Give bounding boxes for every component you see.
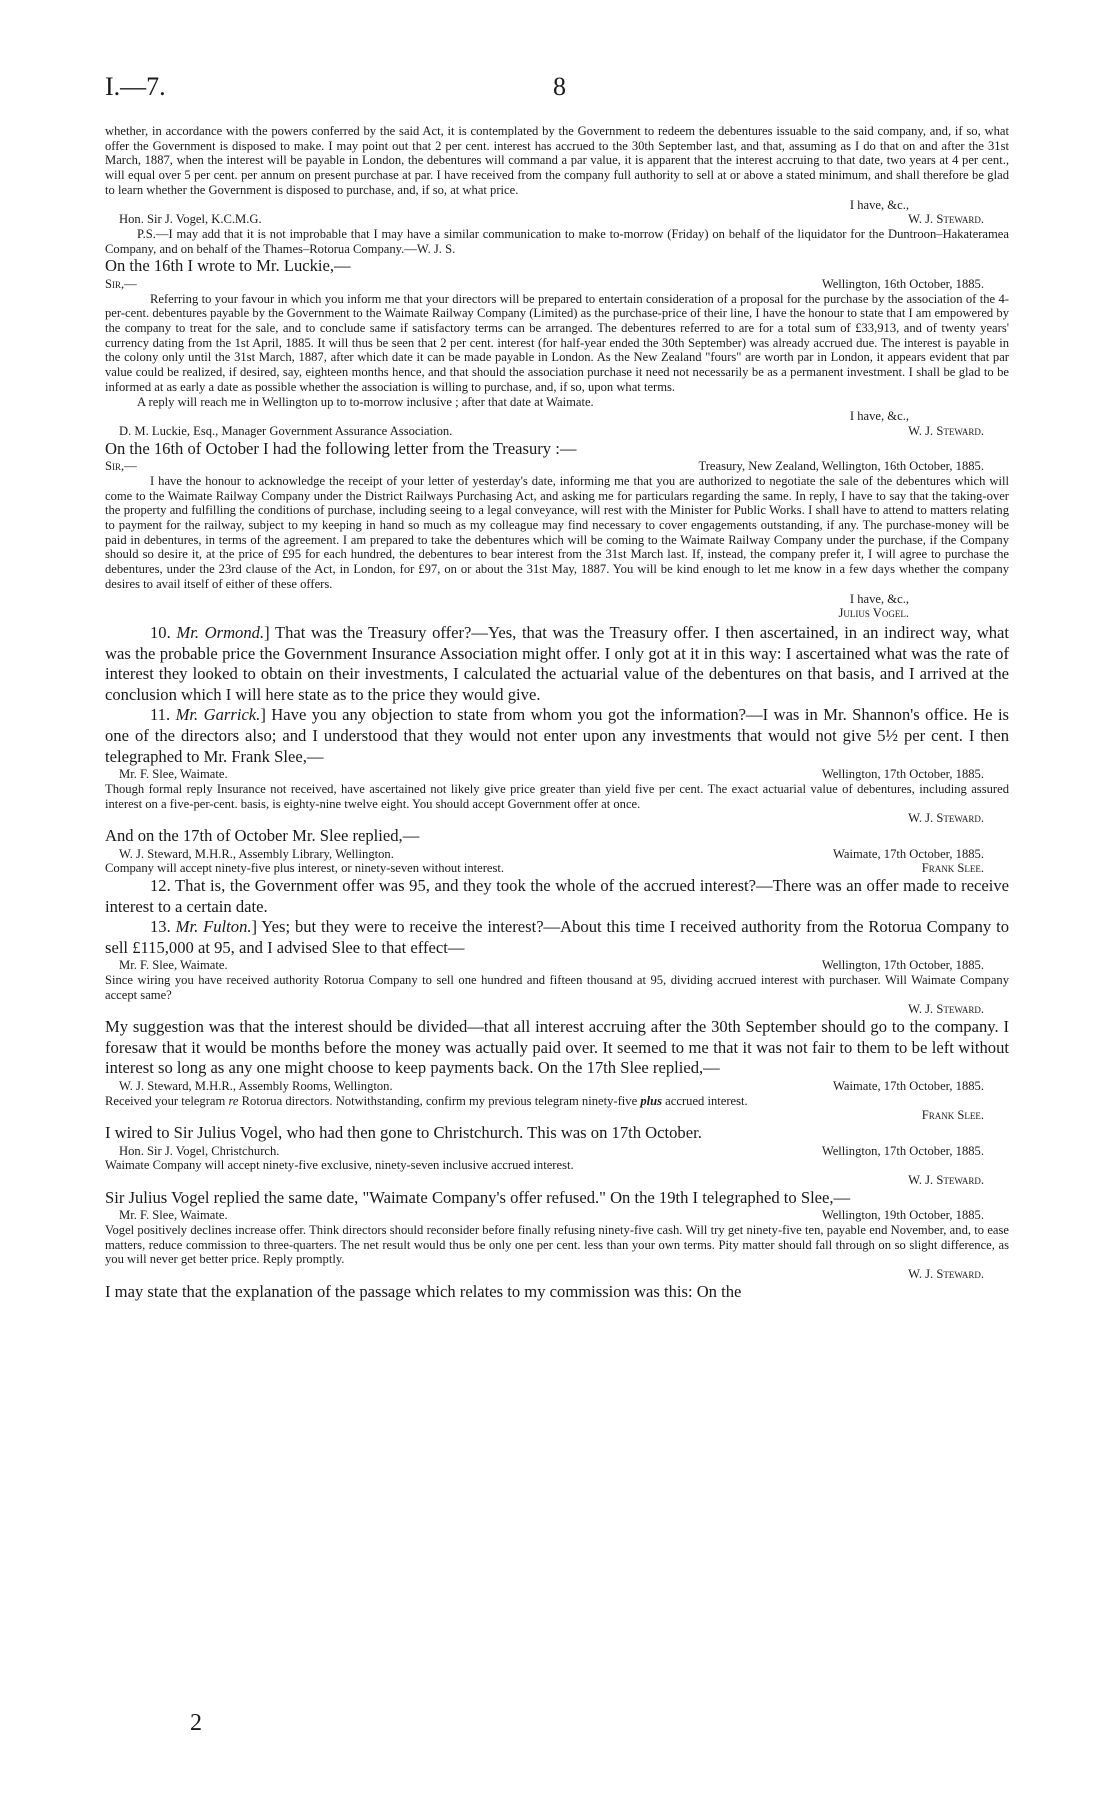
telegram-body-line (105, 861, 1009, 876)
letter-paragraph: Referring to your favour in which you inform me that your directors will be prepared to entertain consideration of a proposal for the purchase by the association of the 4-per-cent. debentures payable by the Government to the Waimate Railway Company (Limited) as the purchase-price of their line, I have the honour to state that I am empowered by the company to treat for the sale, and to conclude same if satisfactory terms can be arranged. The debentures referred to are for a total sum of £33,913, and of twenty years' currency dating from the 1st April, 1885. It will thus be seen that 2 per cent. interest (for half-year ended the 30th September) was already accrued due. The interest is payable in the colony only until the 31st March, 1887, after which date it can be made payable in London. As the New Zealand "fours" are worth par in London, it appears evident that par value could be realized, if desired, say, eighteen months hence, and that should the association purchase it need not necessarily be as a permanent investment. I shall be glad to be informed at as early a date as possible whether the association is willing to purchase, and, if so, upon what terms. (105, 291, 1009, 394)
signature-mark: 2 (190, 1710, 202, 1736)
questioner-name: Mr. Ormond. (176, 622, 265, 642)
telegram-date: Waimate, 17th October, 1885. (833, 846, 984, 861)
telegram-heading (105, 1208, 1009, 1223)
evidence-lead-text: On the 16th of October I had the following letter from the Treasury :— (105, 438, 577, 458)
letter-closing: I have, &c., (849, 197, 909, 212)
question-number: 10. (150, 622, 177, 642)
letter-closing: I have, &c., (849, 409, 909, 424)
letter-paragraph: A reply will reach me in Wellington up to to-morrow inclusive ; after that date at Waimate. (137, 394, 594, 409)
telegram-body (105, 1094, 1009, 1109)
telegram-heading (105, 847, 1009, 862)
questioner-name: Mr. Garrick. (175, 705, 261, 725)
telegram-heading (105, 767, 1009, 782)
evidence-lead-text: And on the 17th of October Mr. Slee replied,— (105, 825, 420, 845)
letter-paragraph: I have the honour to acknowledge the receipt of your letter of yesterday's date, informing me that you are authorized to negotiate the sale of the debentures which will come to the Waimate Railway Company under the District Railways Purchasing Act, and asking me for particulars regarding the same. In reply, I have to say that the taking-over the property and fulfilling the conditions of purchase, including seeing to a legal conveyance, will rest with the Minister for Public Works. I shall have to attend to matters relating to payment for the railway, subject to my keeping in hand so much as my colleague may find necessary to cover engagements outstanding, if any. The purchase-money will be paid in debentures, in terms of the agreement. I am prepared to take the debentures which will be coming to the Waimate Railway Company under the purchase, if the Company should so desire it, at the price of £95 for each hundred, the debentures to bear interest from the 31st March last. If, instead, the company prefer it, I will agree to purchase the debentures, under the 23rd clause of the Act, in London, for £97, on or about the 31st May, 1887. You will be kind enough to let me know in a few days whether the company desires to avail itself of either of these offers. (105, 473, 1009, 591)
telegram-date: Wellington, 17th October, 1885. (821, 1143, 984, 1158)
telegram-recipient: Mr. F. Slee, Waimate. (119, 958, 228, 973)
letter-addressee: Hon. Sir J. Vogel, K.C.M.G. (119, 212, 262, 227)
telegram-body: Since wiring you have received authority Rotorua Company to sell one hundred and fifteen thousand at 95, dividing accrued interest with purchaser. Will Waimate Company accept same? (105, 973, 1009, 1002)
telegram-body: Waimate Company will accept ninety-five exclusive, ninety-seven inclusive accrued interest. (105, 1158, 574, 1173)
telegram-body: Though formal reply Insurance not received, have ascertained not likely give price greater than yield five per cent. The exact actuarial value of debentures, including assured interest on a five-per-cent. basis, is eighty-nine twelve eight. You should accept Government offer at once. (105, 781, 1009, 811)
telegram-recipient: Mr. F. Slee, Waimate. (119, 1208, 228, 1223)
telegram-recipient: Hon. Sir J. Vogel, Christchurch. (119, 1143, 280, 1158)
telegram-date: Waimate, 17th October, 1885. (833, 1078, 984, 1093)
telegram-body: Vogel positively declines increase offer. Think directors should reconsider before finally refusing ninety-five cash. Will try get ninety-five ten, payable end November, and, to ease matters, reduce commission to three-quarters. The net result would thus be only one per cent. less than your own terms. Pity matter should fall through on so slight difference, as you will never get better price. Reply promptly. (105, 1223, 1009, 1267)
letter-closing: I have, &c., (849, 591, 909, 606)
parliamentary-paper-reference: I.—7. (105, 72, 166, 101)
letter-paragraph: whether, in accordance with the powers conferred by the said Act, it is contemplated by the Government to redeem the debentures issuable to the said company, and, if so, what offer the Government is disposed to make. I may point out that 2 per cent. interest has accrued to the 30th September last, and that, assuming as I do that on and after the 31st March, 1887, when the interest will be payable in London, the debentures will command a par value, it is apparent that the interest accruing to that date, two years at 4 per cent., will equal over 5 per cent. per annum on present purchase at par. I have received from the company full authority to sell at or above a stated minimum, and shall therefore be glad to learn whether the Government is disposed to purchase, and, if so, at what price. (105, 124, 1009, 197)
document-body (105, 124, 1009, 1302)
question-number: 13. (150, 917, 176, 937)
telegram-recipient: W. J. Steward, M.H.R., Assembly Rooms, Wellington. (119, 1078, 393, 1093)
telegram-signature: W. J. Steward. (908, 1002, 984, 1017)
telegram-signature: W. J. Steward. (908, 1267, 984, 1282)
telegram-heading (105, 1144, 1009, 1159)
letter-signature-line (105, 424, 1009, 439)
questioner-name: Mr. Fulton. (175, 917, 252, 937)
evidence-lead-text: I wired to Sir Julius Vogel, who had then gone to Christchurch. This was on 17th October. (105, 1123, 702, 1143)
telegram-body: Company will accept ninety-five plus interest, or ninety-seven without interest. (105, 861, 505, 876)
evidence-narrative: My suggestion was that the interest should be divided—that all interest accruing after the 30th September should go to the company. I foresaw that it would be months before the money was actually paid over. It seemed to me that it was not fair to them to be left without interest so long as any one might choose to keep payments back. On the 17th Slee replied,— (105, 1017, 1009, 1078)
letter-date: Wellington, 16th October, 1885. (821, 276, 984, 291)
telegram-body-italic: re (228, 1093, 239, 1108)
question-text: ] That was the Treasury offer?—Yes, that was the Treasury offer. I then ascertained, in an indirect way, what was the probable price the Government Insurance Association might offer. I only got at it in this way: I ascertained what was the rate of interest they looked to obtain on their investments, I calculated the actuarial value of the debentures on that basis, and I arrived at the conclusion which I will here state as to the price they would give. (105, 622, 1009, 704)
telegram-signature: Frank Slee. (921, 861, 984, 876)
letter-signature: Julius Vogel. (838, 606, 909, 621)
letter-date: Treasury, New Zealand, Wellington, 16th October, 1885. (698, 459, 984, 474)
letter-postscript: P.S.—I may add that it is not improbable that I may have a similar communication to make to-morrow (Friday) on behalf of the liquidator for the Duntroon–Hakateramea Company, and on behalf of the Thames–Rotorua Company.—W. J. S. (105, 226, 1009, 256)
letter-signature: W. J. Steward. (908, 423, 984, 438)
telegram-body-text: Rotorua directors. Notwithstanding, confirm my previous telegram ninety-five (238, 1093, 641, 1108)
page-number: 8 (553, 72, 566, 101)
letter-signature-line (105, 212, 1009, 227)
telegram-date: Wellington, 17th October, 1885. (821, 767, 984, 782)
question-text: ] Have you any objection to state from whom you got the information?—I was in Mr. Shannon's office. He is one of the directors also; and I understood that they would not enter upon any investments that would not give 5½ per cent. I then telegraphed to Mr. Frank Slee,— (105, 705, 1010, 766)
evidence-question-12: 12. That is, the Government offer was 95, and they took the whole of the accrued interest?—There was an offer made to receive interest to a certain date. (105, 875, 1009, 916)
evidence-lead-text: I may state that the explanation of the passage which relates to my commission was this: On the (105, 1281, 742, 1301)
telegram-recipient: Mr. F. Slee, Waimate. (119, 767, 228, 782)
telegram-body-text: Received your telegram (105, 1093, 229, 1108)
evidence-question-11 (105, 705, 1009, 767)
question-text: ] Yes; but they were to receive the interest?—About this time I received authority from the Rotorua Company to sell £115,000 at 95, and I advised Slee to that effect— (105, 917, 1009, 957)
question-number: 11. (150, 705, 176, 725)
evidence-question-13 (105, 917, 1009, 958)
telegram-date: Wellington, 19th October, 1885. (821, 1208, 984, 1223)
page-header (105, 72, 1005, 106)
telegram-signature: W. J. Steward. (908, 1173, 984, 1188)
telegram-signature: Frank Slee. (921, 1108, 984, 1123)
telegram-heading (105, 1079, 1009, 1094)
telegram-date: Wellington, 17th October, 1885. (821, 958, 984, 973)
letter-signature: W. J. Steward. (908, 212, 984, 227)
salutation: Sir,— (105, 459, 137, 474)
evidence-lead-text: On the 16th I wrote to Mr. Luckie,— (105, 256, 351, 276)
letter-heading (105, 459, 1009, 474)
telegram-body-emphasis: plus (640, 1093, 663, 1108)
evidence-lead-text: Sir Julius Vogel replied the same date, "Waimate Company's offer refused." On the 19th I telegraphed to Slee,— (105, 1187, 851, 1207)
evidence-question-10 (105, 623, 1009, 705)
telegram-heading (105, 958, 1009, 973)
telegram-recipient: W. J. Steward, M.H.R., Assembly Library, Wellington. (119, 846, 394, 861)
letter-addressee: D. M. Luckie, Esq., Manager Government Assurance Association. (119, 423, 453, 438)
telegram-signature: W. J. Steward. (908, 811, 984, 826)
salutation: Sir,— (105, 276, 137, 291)
letter-heading (105, 277, 1009, 292)
telegram-body-text: accrued interest. (662, 1093, 748, 1108)
